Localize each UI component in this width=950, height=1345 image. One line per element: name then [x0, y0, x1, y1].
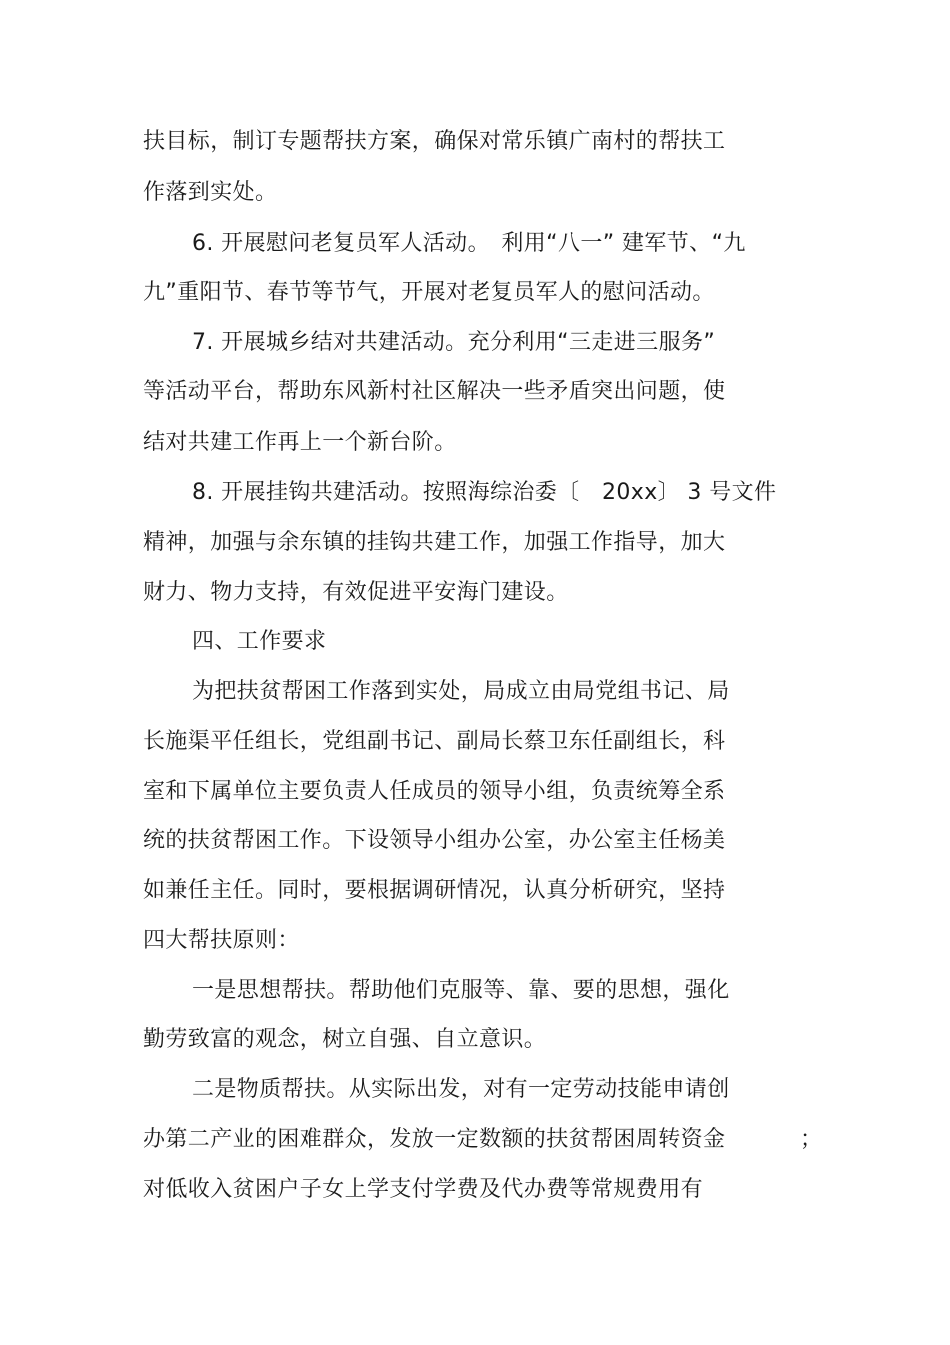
text-line: 四大帮扶原则： [143, 928, 300, 953]
text-line: 二是物质帮扶。从实际出发，对有一定劳动技能申请创 [192, 1077, 730, 1102]
text-line: 精神，加强与余东镇的挂钩共建工作，加强工作指导，加大 [143, 530, 726, 555]
text-line: 为把扶贫帮困工作落到实处，局成立由局党组书记、局 [192, 679, 730, 704]
text-line: 一是思想帮扶。帮助他们克服等、靠、要的思想，强化 [192, 978, 730, 1003]
text-line: ； [800, 1127, 823, 1152]
section-heading: 四、工作要求 [192, 629, 327, 654]
text-line: 九”重阳节、春节等节气，开展对老复员军人的慰问活动。 [143, 280, 715, 305]
text-line: 作落到实处。 [143, 180, 278, 205]
text-line: 7. 开展城乡结对共建活动。充分利用“三走进三服务” [192, 330, 716, 355]
text-line: 室和下属单位主要负责人任成员的领导小组，负责统筹全系 [143, 779, 726, 804]
text-line: 6. 开展慰问老复员军人活动。 利用“八一” 建军节、“九 [192, 231, 746, 256]
text-line: 8. 开展挂钩共建活动。按照海综治委〔 20xx〕 3 号文件 [192, 480, 777, 505]
text-line: 等活动平台，帮助东风新村社区解决一些矛盾突出问题，使 [143, 379, 726, 404]
text-line: 统的扶贫帮困工作。下设领导小组办公室，办公室主任杨美 [143, 828, 726, 853]
text-line: 长施渠平任组长，党组副书记、副局长蔡卫东任副组长，科 [143, 729, 726, 754]
text-line: 如兼任主任。同时，要根据调研情况，认真分析研究，坚持 [143, 878, 726, 903]
text-line: 勤劳致富的观念，树立自强、自立意识。 [143, 1027, 547, 1052]
text-line: 结对共建工作再上一个新台阶。 [143, 430, 457, 455]
text-line: 财力、物力支持，有效促进平安海门建设。 [143, 580, 569, 605]
text-line: 扶目标，制订专题帮扶方案，确保对常乐镇广南村的帮扶工 [143, 129, 726, 154]
text-line: 办第二产业的困难群众，发放一定数额的扶贫帮困周转资金 [143, 1127, 726, 1152]
text-line: 对低收入贫困户子女上学支付学费及代办费等常规费用有 [143, 1177, 704, 1202]
